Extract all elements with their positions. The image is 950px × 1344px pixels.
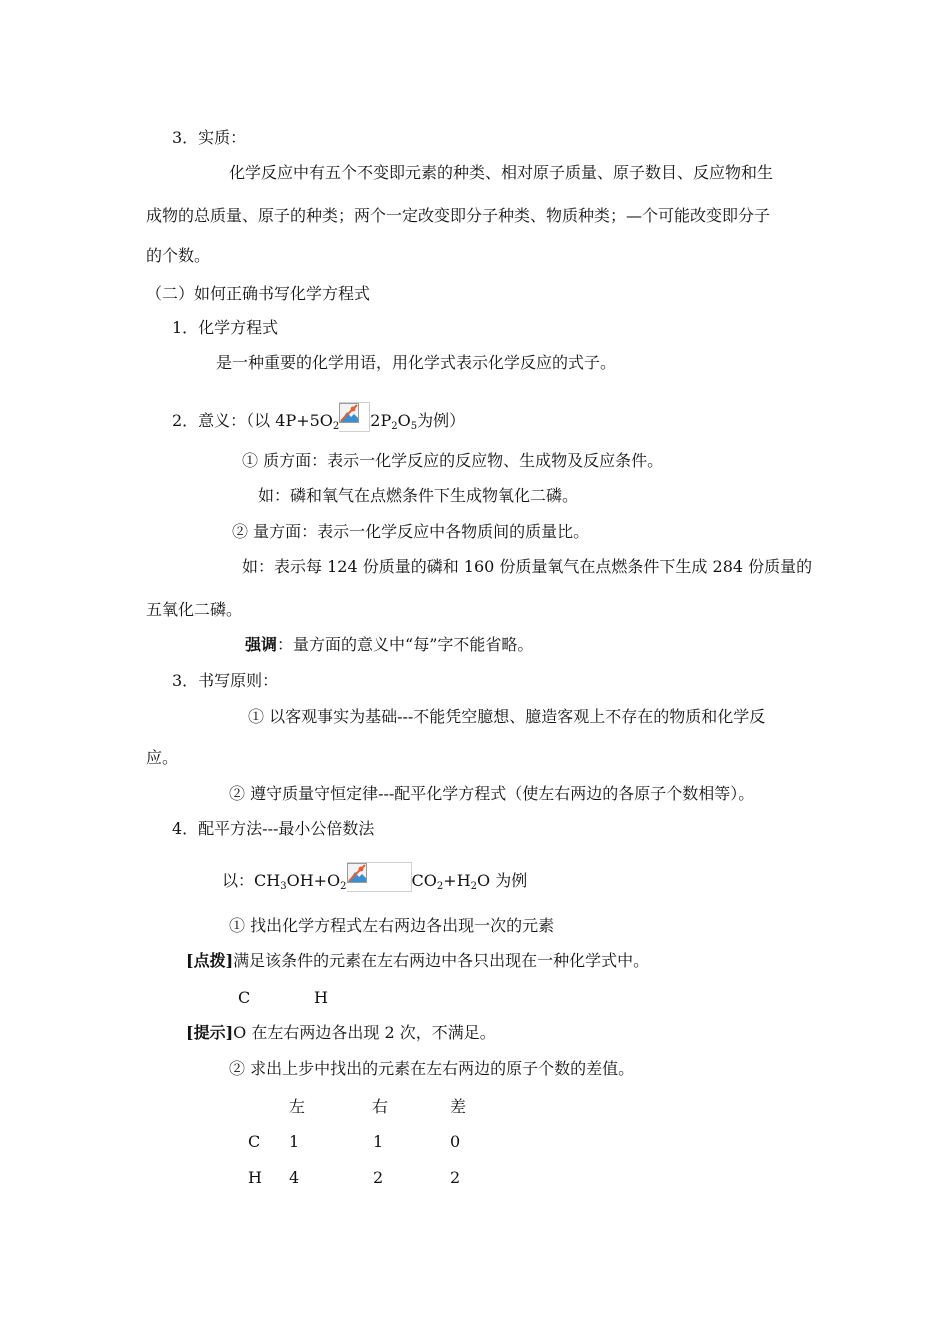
table-row-c-diff: 0	[450, 1132, 461, 1151]
table-row-c-right: 1	[373, 1132, 384, 1151]
emphasis-text: ：量方面的意义中“每”字不能省略。	[277, 635, 534, 654]
hint-2-label: [提示]	[186, 1023, 234, 1042]
reaction-arrow-image-placeholder	[339, 402, 370, 432]
hint-1-label: [点拨]	[186, 951, 234, 970]
section-3-title: 3．实质：	[172, 128, 247, 147]
balancing-example-equation	[222, 862, 527, 892]
hint-2	[186, 1022, 496, 1044]
subsection-4-title: 4．配平方法---最小公倍数法	[172, 819, 375, 838]
equation-suffix: O 为例	[477, 871, 528, 890]
subscript: 2	[391, 421, 398, 432]
table-header-right: 右	[372, 1097, 389, 1116]
equation-part: OH+O	[286, 871, 341, 890]
element-c: C	[238, 988, 251, 1007]
quantity-example-line-2: 五氧化二磷。	[146, 600, 243, 619]
table-row-c-left: 1	[289, 1132, 300, 1151]
step-1: ① 找出化学方程式左右两边各出现一次的元素	[229, 916, 555, 935]
table-header-left: 左	[289, 1097, 306, 1116]
table-row-h-left: 4	[289, 1168, 300, 1187]
table-row-h-element: H	[248, 1168, 262, 1187]
subscript: 2	[340, 881, 347, 892]
principle-2: ② 遵守质量守恒定律---配平化学方程式（使左右两边的各原子个数相等）。	[229, 784, 755, 803]
hint-1-text: 满足该条件的元素在左右两边中各只出现在一种化学式中。	[233, 951, 650, 970]
equation-part: CO	[411, 871, 437, 890]
table-header-diff: 差	[450, 1097, 467, 1116]
principle-1-line-1: ① 以客观事实为基础---不能凭空臆想、臆造客观上不存在的物质和化学反	[248, 707, 766, 726]
meaning-prefix: 2．意义：（以 4P+5O	[172, 411, 333, 430]
quality-example: 如：磷和氧气在点燃条件下生成物氧化二磷。	[258, 486, 579, 505]
reaction-arrow-image-placeholder	[347, 862, 412, 892]
emphasis-label: 强调	[245, 635, 278, 654]
emphasis-note	[245, 634, 533, 656]
meaning-suffix: 为例）	[417, 411, 466, 430]
table-row-c-element: C	[248, 1132, 261, 1151]
element-h: H	[314, 988, 328, 1007]
part-2-heading: （二）如何正确书写化学方程式	[146, 284, 371, 303]
equation-part: +H	[443, 871, 471, 890]
subscript: 2	[436, 881, 444, 892]
subsection-2-title	[172, 402, 465, 432]
subsection-1-body: 是一种重要的化学用语，用化学式表示化学反应的式子。	[216, 353, 617, 372]
quantity-aspect: ② 量方面：表示一化学反应中各物质间的质量比。	[232, 522, 590, 541]
subscript: 2	[332, 421, 340, 432]
subsection-1-title: 1．化学方程式	[172, 318, 279, 337]
subscript: 3	[280, 881, 287, 892]
quality-aspect: ① 质方面：表示一化学反应的反应物、生成物及反应条件。	[242, 451, 664, 470]
section-3-line-3: 的个数。	[146, 246, 211, 265]
subscript: 5	[410, 421, 418, 432]
subsection-3-title: 3．书写原则：	[172, 671, 279, 690]
subscript: 2	[470, 881, 478, 892]
broken-image-icon	[347, 863, 367, 883]
step-2: ② 求出上步中找出的元素在左右两边的原子个数的差值。	[229, 1059, 635, 1078]
meaning-product-o: O	[397, 411, 411, 430]
table-row-h-right: 2	[373, 1168, 384, 1187]
table-row-h-diff: 2	[450, 1168, 461, 1187]
principle-1-line-2: 应。	[146, 748, 179, 767]
meaning-product: 2P	[370, 411, 392, 430]
section-3-line-1: 化学反应中有五个不变即元素的种类、相对原子质量、原子数目、反应物和生	[229, 163, 774, 182]
hint-1	[186, 950, 649, 972]
broken-image-icon	[339, 403, 359, 423]
equation-prefix: 以：CH	[222, 871, 281, 890]
hint-2-text: O 在左右两边各出现 2 次，不满足。	[233, 1023, 496, 1042]
section-3-line-2: 成物的总质量、原子的种类；两个一定改变即分子种类、物质种类；—个可能改变即分子	[146, 206, 771, 225]
quantity-example-line-1: 如：表示每 124 份质量的磷和 160 份质量氧气在点燃条件下生成 284 份质量的	[242, 557, 813, 576]
